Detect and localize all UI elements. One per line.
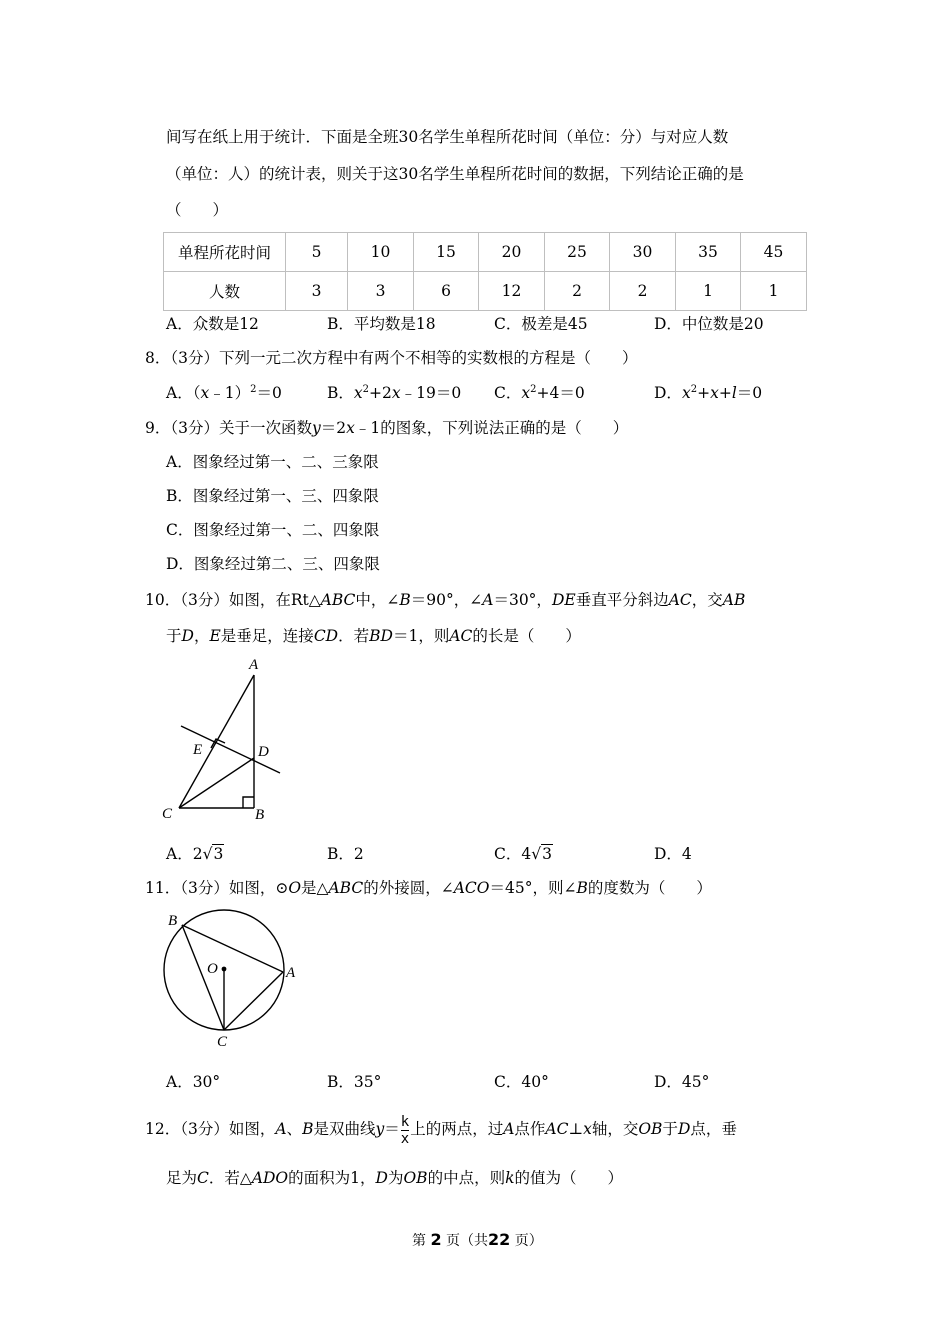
table-cell: 3: [286, 272, 348, 311]
q7-stem-line2: （单位：人）的统计表，则关于这30名学生单程所花时间的数据，下列结论正确的是: [166, 165, 744, 183]
label-b: B: [168, 913, 178, 929]
table-cell: 单程所花时间: [164, 233, 286, 272]
q11-option-d: D．45°: [654, 1073, 710, 1091]
q11-option-c: C．40°: [494, 1073, 549, 1091]
q7-option-a: A．众数是12: [166, 315, 259, 333]
q10-stem-line1: 10．（3分）如图，在Rt△ABC中，∠B＝90°，∠A＝30°，DE垂直平分斜边AC，交AB: [145, 591, 746, 609]
center-point: [222, 967, 227, 972]
q7-stat-table: [163, 232, 807, 311]
q11-stem: 11．（3分）如图，⊙O是△ABC的外接圆，∠ACO＝45°，则∠B的度数为（ ）: [145, 879, 712, 897]
segment-ca: [179, 675, 254, 808]
table-cell: 12: [479, 272, 545, 311]
table-cell: 5: [286, 233, 348, 272]
q7-option-b: B．平均数是18: [327, 315, 436, 333]
table-cell: 人数: [164, 272, 286, 311]
q9-option-c: C．图象经过第一、二、四象限: [166, 521, 380, 539]
table-cell: 30: [610, 233, 676, 272]
q9-option-a: A．图象经过第一、二、三象限: [166, 453, 379, 471]
table-cell: 10: [348, 233, 414, 272]
q11-option-b: B．35°: [327, 1073, 382, 1091]
sqrt-icon: √: [202, 845, 213, 863]
table-cell: 25: [545, 233, 610, 272]
table-cell: 2: [545, 272, 610, 311]
label-c: C: [217, 1034, 228, 1050]
q7-stem-line3: （ ）: [166, 201, 229, 219]
q9-stem: 9．（3分）关于一次函数y＝2x﹣1的图象，下列说法正确的是（ ）: [145, 419, 629, 437]
q12-stem-line2: 足为C．若△ADO的面积为1，D为OB的中点，则k的值为（ ）: [166, 1169, 624, 1187]
table-cell: 20: [479, 233, 545, 272]
sqrt-icon: √: [531, 845, 542, 863]
right-angle-mark-b: [243, 797, 254, 808]
label-a: A: [286, 965, 296, 981]
label-o: O: [207, 961, 218, 977]
q9-option-d: D．图象经过第二、三、四象限: [166, 555, 380, 573]
page-footer: 第 2 页（共22 页）: [412, 1230, 543, 1249]
table-cell: 35: [676, 233, 741, 272]
q8-option-b: B．$x^2+2x﹣19=0$: [327, 384, 462, 402]
q11-option-a: A．30°: [166, 1073, 221, 1091]
table-row: [164, 272, 807, 311]
q10-option-b: B．2: [327, 845, 364, 863]
label-d: D: [258, 744, 269, 760]
q9-option-b: B．图象经过第一、三、四象限: [166, 487, 379, 505]
q8-option-a: A．（x﹣1）$^2$＝0: [166, 384, 282, 402]
q8-option-d: D．$x^2+x+l=0$: [654, 384, 763, 402]
q10-option-d: D．4: [654, 845, 692, 863]
q8-option-c: C．$x^2+4=0$: [494, 384, 585, 402]
table-cell: 2: [610, 272, 676, 311]
q7-stem-line1: 间写在纸上用于统计．下面是全班30名学生单程所花时间（单位：分）与对应人数: [166, 128, 729, 146]
q10-triangle-figure: [155, 650, 295, 830]
q11-circle-figure: [155, 900, 305, 1055]
label-c: C: [162, 806, 173, 822]
q7-option-c: C．极差是45: [494, 315, 588, 333]
segment-ba: [182, 925, 283, 972]
q10-option-a: A．2√3: [166, 845, 224, 863]
label-a: A: [249, 657, 259, 673]
table-cell: 1: [676, 272, 741, 311]
label-b: B: [255, 807, 265, 823]
q12-stem-line1: 12．（3分）如图，A、B是双曲线y＝ $\frac{k}{x}$ 上的两点，过A点作AC⊥x轴，交OB于D点，垂: [145, 1113, 737, 1147]
table-cell: 1: [741, 272, 807, 311]
q10-stem-line2: 于D，E是垂足，连接CD．若BD＝1，则AC的长是（ ）: [166, 627, 581, 645]
label-e: E: [193, 742, 203, 758]
fraction-k-over-x: $\frac{k}{x}$: [400, 1113, 410, 1147]
table-cell: 15: [414, 233, 479, 272]
q10-option-c: C．4√3: [494, 845, 552, 863]
q7-option-d: D．中位数是20: [654, 315, 764, 333]
segment-ac: [224, 972, 283, 1030]
q8-stem: 8．（3分）下列一元二次方程中有两个不相等的实数根的方程是（ ）: [145, 349, 638, 367]
segment-bc: [182, 925, 224, 1030]
table-row: [164, 233, 807, 272]
table-cell: 3: [348, 272, 414, 311]
table-cell: 45: [741, 233, 807, 272]
table-cell: 6: [414, 272, 479, 311]
